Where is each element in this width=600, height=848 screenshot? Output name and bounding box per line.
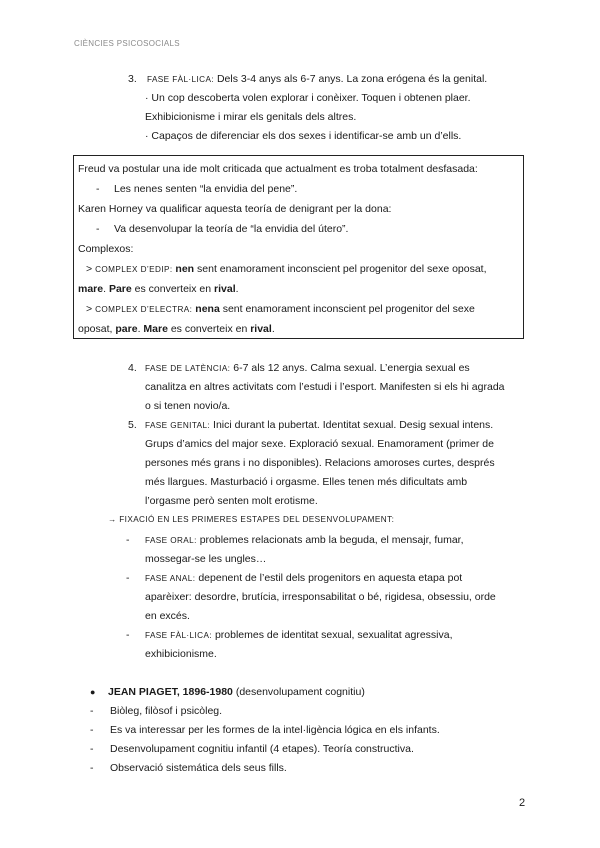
edip-bold-rival: rival: [214, 283, 236, 295]
piaget-item-dash: -: [90, 762, 94, 774]
stage3-line3: Exhibicionisme i mirar els genitals dels altres.: [145, 111, 357, 123]
edip-line1: [86, 263, 487, 275]
fixation-fallica-line2: exhibicionisme.: [145, 648, 217, 660]
piaget-name: JEAN PIAGET, 1896-1980: [108, 686, 233, 698]
stage5-line2: Grups d’amics del major sexe. Exploració sexual. Enamorament (primer de: [145, 438, 494, 450]
piaget-item-dash: -: [90, 705, 94, 717]
edip-end: .: [235, 283, 239, 295]
piaget-item: Observació sistemática dels seus fills.: [110, 762, 287, 774]
stage5-text1: Inici durant la pubertat. Identitat sexual. Desig sexual intens.: [210, 419, 494, 431]
stage5-label: FASE GENITAL:: [145, 421, 211, 430]
box-line4: Va desenvolupar la teoría de “la envidia del útero”.: [114, 223, 349, 235]
stage4-text1: 6-7 als 12 anys. Calma sexual. L’energia sexual es: [230, 362, 470, 374]
piaget-item: Es va interessar per les formes de la intel·ligència lógica en els infants.: [110, 724, 440, 736]
edip-line2: [78, 283, 239, 295]
stage3-number: 3.: [128, 73, 137, 85]
stage5-number: 5.: [128, 419, 137, 431]
electra-text2: es converteix en: [167, 323, 251, 335]
box-line3: Karen Horney va qualificar aquesta teoría de denigrant per la dona:: [78, 203, 392, 215]
electra-text1: sent enamorament inconscient pel progenitor del sexe: [219, 303, 475, 315]
electra-sep: .: [137, 323, 144, 335]
edip-arrow: >: [86, 263, 96, 275]
fixation-oral-label: FASE ORAL:: [145, 536, 197, 545]
piaget-item-dash: -: [90, 743, 94, 755]
electra-bold-rival: rival: [250, 323, 272, 335]
edip-sep: .: [103, 283, 109, 295]
fixation-oral-line1: [145, 534, 464, 546]
stage3-text1: Dels 3-4 anys als 6-7 anys. La zona erógena és la genital.: [214, 73, 488, 85]
piaget-item: Biòleg, filòsof i psicòleg.: [110, 705, 223, 717]
electra-line2: [78, 323, 275, 335]
box-dash1: -: [96, 183, 100, 195]
fixation-fallica-label: FASE FÀL·LICA:: [145, 631, 213, 640]
fixation-oral-text1: problemes relacionats amb la beguda, el mensajr, fumar,: [196, 534, 464, 546]
stage5-line5: l’orgasme però senten molt erotisme.: [145, 495, 318, 507]
stage3-label: FASE FÀL·LICA:: [147, 75, 215, 84]
piaget-bullet: ●: [90, 687, 96, 697]
fixation-anal-text1: depenent de l’estil dels progenitors en aquesta etapa pot: [195, 572, 463, 584]
fixation-fallica-text1: problemes de identitat sexual, sexualitat agressiva,: [212, 629, 453, 641]
electra-arrow: >: [86, 303, 96, 315]
fixation-fallica-line1: [145, 629, 453, 641]
complexes-title: Complexos:: [78, 243, 134, 255]
fixation-heading: → FIXACIÓ EN LES PRIMERES ESTAPES DEL DESENVOLUPAMENT:: [108, 515, 395, 524]
electra-label: COMPLEX D’ELECTRA:: [95, 305, 193, 314]
piaget-item: Desenvolupament cognitiu infantil (4 etapes). Teoría constructiva.: [110, 743, 414, 755]
stage4-line3: o si tenen novio/a.: [145, 400, 231, 412]
fixation-anal-dash: -: [126, 572, 130, 584]
edip-text1: sent enamorament inconscient pel progenitor del sexe oposat,: [194, 263, 487, 275]
electra-bold-pare: pare: [115, 323, 138, 335]
fixation-anal-line1: [145, 572, 462, 584]
fixation-fallica-dash: -: [126, 629, 130, 641]
stage5-line1: [145, 419, 493, 431]
edip-bold-mare: mare: [78, 283, 104, 295]
stage4-number: 4.: [128, 362, 137, 374]
fixation-anal-line3: en excés.: [145, 610, 190, 622]
stage4-label: FASE DE LATÈNCIA:: [145, 364, 231, 373]
stage4-line2: canalitza en altres activitats com l’estudi i l’esport. Manifesten si els hi agrada: [145, 381, 505, 393]
edip-bold-nen: nen: [175, 263, 195, 275]
piaget-heading: [108, 686, 365, 698]
fixation-anal-line2: aparèixer: desordre, brutícia, irresponsabilitat o bé, rigidesa, obsessiu, orde: [145, 591, 496, 603]
electra-bold-mare: Mare: [143, 323, 168, 335]
box-line1: Freud va postular una ide molt criticada que actualment es troba totalment desfasada:: [78, 163, 478, 175]
fixation-oral-line2: mossegar-se les ungles…: [145, 553, 267, 565]
freud-box: [73, 155, 524, 339]
stage3-line1: [147, 73, 487, 85]
fixation-oral-dash: -: [126, 534, 130, 546]
box-line2: Les nenes senten “la envidia del pene”.: [114, 183, 298, 195]
stage5-line3: persones més grans i no disponibles). Relacions amoroses curtes, després: [145, 457, 495, 469]
page-number: 2: [519, 797, 526, 809]
edip-text2: es converteix en: [131, 283, 215, 295]
stage3-line2: · Un cop descoberta volen explorar i conèixer. Toquen i obtenen plaer.: [145, 92, 471, 104]
edip-label: COMPLEX D’EDIP:: [95, 265, 173, 274]
electra-line1: [86, 303, 475, 315]
piaget-subtitle: (desenvolupament cognitiu): [232, 686, 365, 698]
electra-text0: oposat,: [78, 323, 116, 335]
electra-bold-nena: nena: [195, 303, 220, 315]
stage3-line4: · Capaços de diferenciar els dos sexes i identificar-se amb un d’ells.: [145, 130, 462, 142]
stage4-line1: [145, 362, 470, 374]
electra-end: .: [271, 323, 275, 335]
piaget-item-dash: -: [90, 724, 94, 736]
edip-bold-pare: Pare: [108, 283, 132, 295]
stage5-line4: més llargues. Masturbació i orgasme. Elles tenen més dificultats amb: [145, 476, 468, 488]
fixation-anal-label: FASE ANAL:: [145, 574, 196, 583]
running-header: CIÈNCIES PSICOSOCIALS: [74, 39, 180, 48]
box-dash2: -: [96, 223, 100, 235]
